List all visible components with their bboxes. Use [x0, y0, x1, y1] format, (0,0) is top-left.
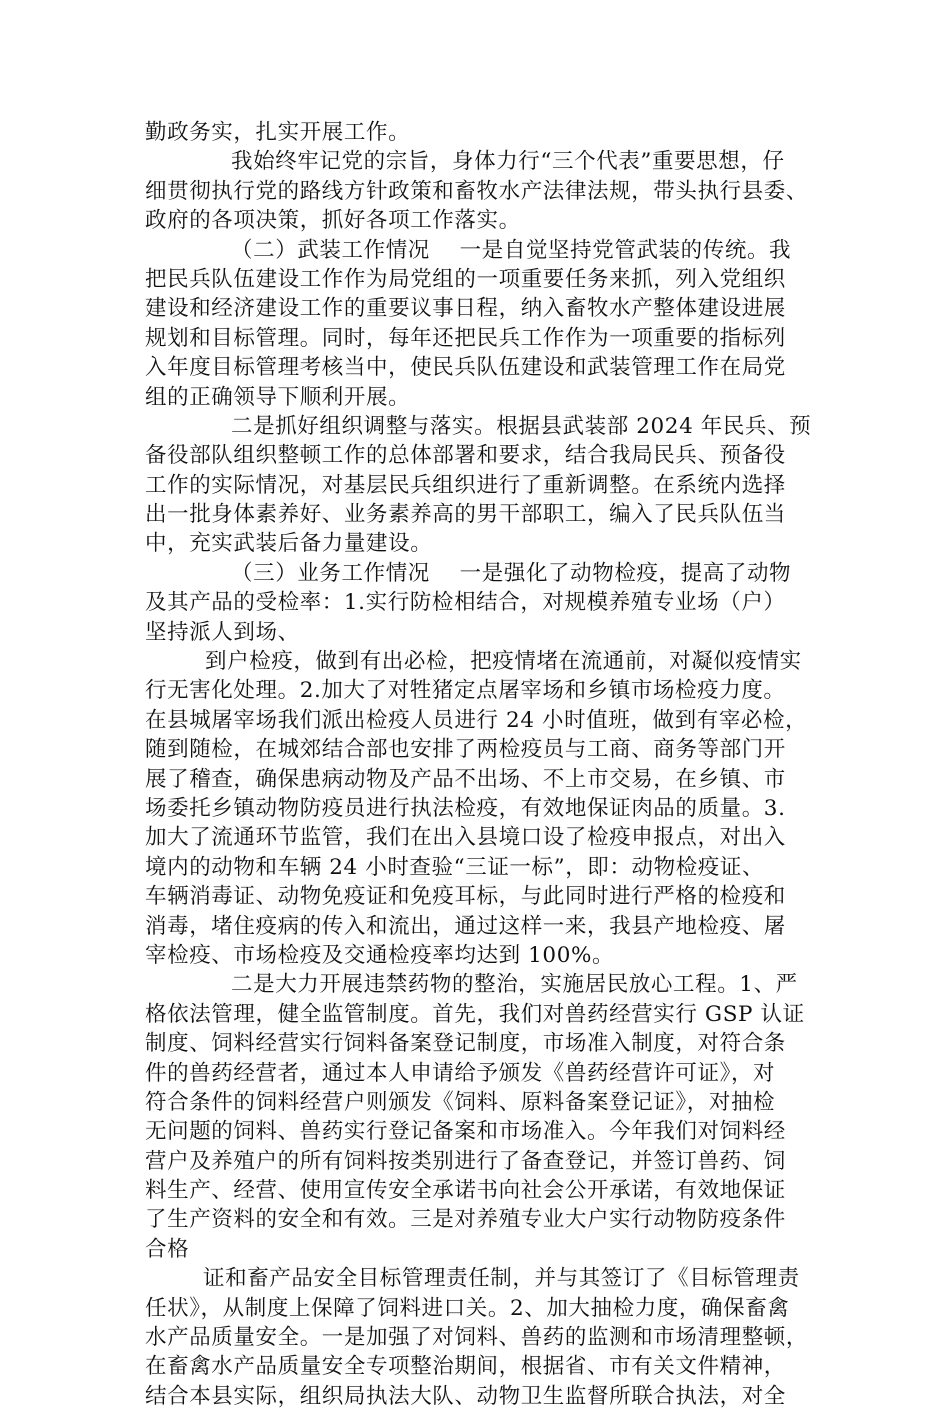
text-line: 组的正确领导下顺利开展。 — [145, 384, 411, 410]
document-body — [145, 118, 815, 1411]
text-line: 把民兵队伍建设工作作为局党组的一项重要任务来抓，列入党组织 — [145, 266, 786, 292]
text-line: 出一批身体素养好、业务素养高的男干部职工，编入了民兵队伍当 — [145, 502, 786, 528]
text-line: 加大了流通环节监管，我们在出入县境口设了检疫申报点，对出入 — [145, 825, 786, 851]
text-line: 备役部队组织整顿工作的总体部署和要求，结合我局民兵、预备役 — [145, 443, 786, 469]
text-line: 工作的实际情况，对基层民兵组织进行了重新调整。在系统内选择 — [145, 472, 786, 498]
text-line: 结合本县实际，组织局执法大队、动物卫生监督所联合执法，对全 — [145, 1383, 786, 1409]
text-line: 规划和目标管理。同时，每年还把民兵工作作为一项重要的指标列 — [145, 325, 786, 351]
text-line: 格依法管理，健全监管制度。首先，我们对兽药经营实行 GSP 认证 — [145, 1001, 805, 1027]
text-line: 宰检疫、市场检疫及交通检疫率均达到 100%。 — [145, 942, 615, 968]
text-line: 二是抓好组织调整与落实。根据县武装部 2024 年民兵、预 — [231, 413, 812, 439]
text-line: 件的兽药经营者，通过本人申请给予颁发《兽药经营许可证》，对 — [145, 1060, 776, 1086]
text-line: （三）业务工作情况 一是强化了动物检疫，提高了动物 — [231, 560, 792, 586]
text-line: 营户及养殖户的所有饲料按类别进行了备查登记，并签订兽药、饲 — [145, 1148, 786, 1174]
text-line: 车辆消毒证、动物免疫证和免疫耳标，与此同时进行严格的检疫和 — [145, 884, 786, 910]
text-line: 我始终牢记党的宗旨，身体力行“三个代表”重要思想，仔 — [231, 149, 785, 175]
text-line: 行无害化处理。2.加大了对牲猪定点屠宰场和乡镇市场检疫力度。 — [145, 678, 786, 704]
text-line: 证和畜产品安全目标管理责任制，并与其签订了《目标管理责 — [203, 1266, 800, 1292]
text-line: 料生产、经营、使用宣传安全承诺书向社会公开承诺，有效地保证 — [145, 1178, 786, 1204]
text-line: 入年度目标管理考核当中，使民兵队伍建设和武装管理工作在局党 — [145, 355, 786, 381]
text-line: 境内的动物和车辆 24 小时查验“三证一标”，即：动物检疫证、 — [145, 854, 765, 880]
text-line: 了生产资料的安全和有效。三是对养殖专业大户实行动物防疫条件 — [145, 1207, 786, 1233]
text-line: 消毒，堵住疫病的传入和流出，通过这样一来，我县产地检疫、屠 — [145, 913, 786, 939]
text-line: 在畜禽水产品质量安全专项整治期间，根据省、市有关文件精神， — [145, 1354, 786, 1380]
text-line: 合格 — [145, 1236, 190, 1262]
text-line: 场委托乡镇动物防疫员进行执法检疫，有效地保证肉品的质量。3. — [145, 795, 786, 821]
text-line: 细贯彻执行党的路线方针政策和畜牧水产法律法规，带头执行县委、 — [145, 178, 809, 204]
text-line: （二）武装工作情况 一是自觉坚持党管武装的传统。我 — [231, 237, 792, 263]
text-line: 二是大力开展违禁药物的整治，实施居民放心工程。1、严 — [231, 972, 798, 998]
text-line: 建设和经济建设工作的重要议事日程，纳入畜牧水产整体建设进展 — [145, 296, 786, 322]
text-line: 勤政务实，扎实开展工作。 — [145, 120, 411, 145]
text-line: 坚持派人到场、 — [145, 619, 300, 645]
text-line: 及其产品的受检率：1.实行防检相结合，对规模养殖专业场（户） — [145, 590, 786, 616]
text-line: 符合条件的饲料经营户则颁发《饲料、原料备案登记证》，对抽检 — [145, 1089, 776, 1115]
text-line: 制度、饲料经营实行饲料备案登记制度，市场准入制度，对符合条 — [145, 1031, 786, 1057]
text-line: 在县城屠宰场我们派出检疫人员进行 24 小时值班，做到有宰必检， — [145, 707, 808, 733]
text-line: 到户检疫，做到有出必检，把疫情堵在流通前，对凝似疫情实 — [205, 649, 802, 675]
text-line: 任状》，从制度上保障了饲料进口关。2、加大抽检力度，确保畜禽 — [145, 1295, 790, 1321]
text-line: 随到随检，在城郊结合部也安排了两检疫员与工商、商务等部门开 — [145, 737, 786, 763]
text-line: 政府的各项决策，抓好各项工作落实。 — [145, 208, 521, 234]
text-line: 水产品质量安全。一是加强了对饲料、兽药的监测和市场清理整顿， — [145, 1325, 809, 1351]
text-line: 无问题的饲料、兽药实行登记备案和市场准入。今年我们对饲料经 — [145, 1119, 786, 1145]
text-line: 展了稽查，确保患病动物及产品不出场、不上市交易，在乡镇、市 — [145, 766, 786, 792]
text-line: 中，充实武装后备力量建设。 — [145, 531, 433, 557]
